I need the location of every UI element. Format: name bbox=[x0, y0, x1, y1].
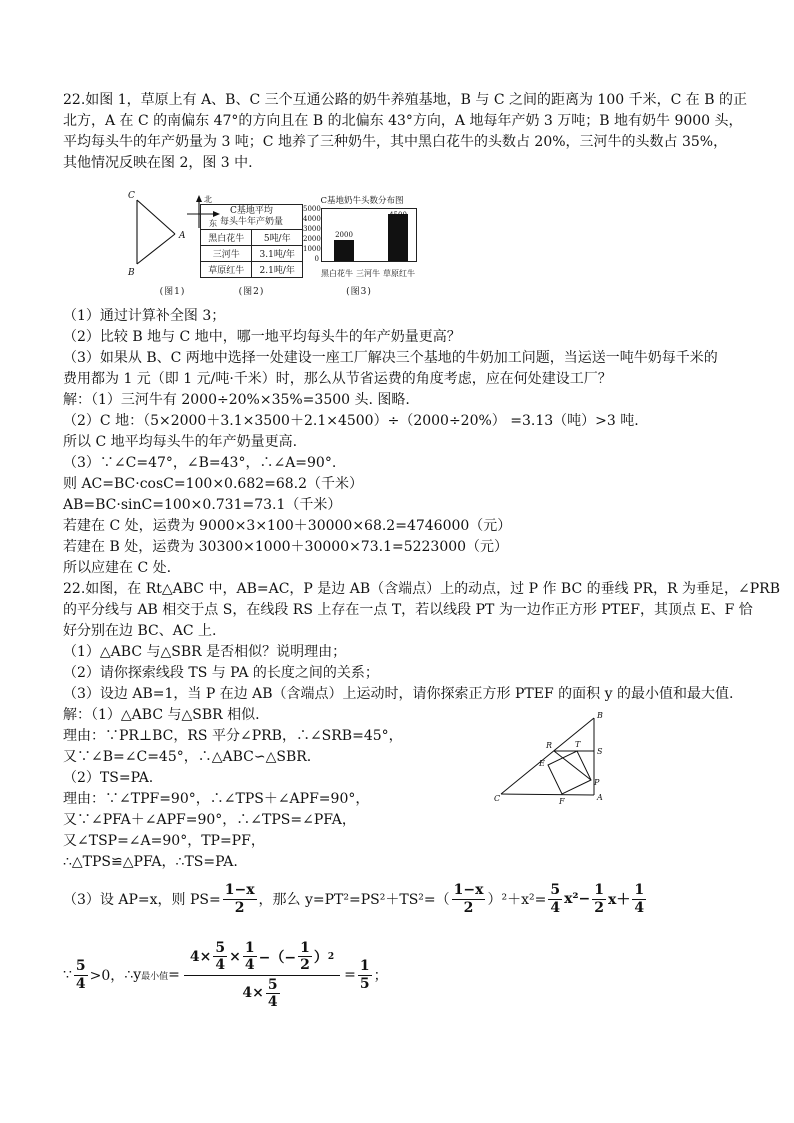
problem2-solution-line: 解：（1）△ABC 与△SBR 相似. bbox=[63, 707, 260, 723]
chart-title: C基地奶牛头数分布图 bbox=[320, 196, 404, 206]
formula-text: ） bbox=[313, 949, 328, 966]
chart-x-axis bbox=[321, 268, 415, 279]
figure3-caption: (图3) bbox=[346, 287, 372, 297]
problem1-statement-line: 22.如图 1，草原上有 A、B、C 三个互通公路的奶牛养殖基地，B 与 C 之间的距离为 100 千米，C 在 B 的正 bbox=[63, 92, 747, 108]
fraction-numerator: 5 bbox=[550, 882, 561, 899]
formula-text: ∵ bbox=[63, 967, 72, 983]
formula-text: ； bbox=[373, 968, 388, 984]
formula-subscript: 最小值 bbox=[141, 971, 169, 982]
chart-plot-row bbox=[303, 205, 421, 266]
fraction bbox=[213, 940, 227, 973]
fraction-denominator: 4 bbox=[75, 975, 86, 992]
square-PTEF bbox=[548, 751, 591, 794]
fraction-denominator: 4 bbox=[244, 957, 255, 974]
point-label-B: B bbox=[597, 711, 603, 720]
table-row bbox=[201, 262, 303, 278]
bar-value-label: 4500 bbox=[389, 211, 407, 220]
figures-row bbox=[63, 174, 739, 306]
bar-caoyuanhong bbox=[388, 214, 408, 261]
compass-north-label: 北 bbox=[204, 195, 212, 204]
fraction-numerator: 1 bbox=[634, 882, 645, 899]
big-fraction-denominator bbox=[184, 975, 340, 1011]
problem1-question-line: （1）通过计算补全图 3； bbox=[63, 308, 226, 324]
fraction-denominator: 4 bbox=[550, 899, 561, 916]
problem2-solution-line: 又∵∠PFA＋∠APF=90°，∴∠TPS=∠PFA， bbox=[63, 812, 356, 828]
x-category: 草原红牛 bbox=[383, 269, 415, 278]
fraction bbox=[223, 882, 257, 915]
table-header-line1: C基地平均 bbox=[230, 206, 273, 216]
formula-text: （3）设 AP=x，则 PS= bbox=[63, 892, 221, 908]
problem2-question-line: （3）设边 AB=1，当 P 在边 AB（含端点）上运动时，请你探索正方形 PTEF 的面积 y 的最小值和最大值. bbox=[63, 686, 734, 702]
formula-text: × bbox=[229, 948, 241, 965]
formula-text: x＋ bbox=[608, 892, 631, 908]
problem1-solution-line: 若建在 B 处，运费为 30300×1000＋30000×73.1=5223000（元） bbox=[63, 539, 509, 555]
fraction bbox=[298, 940, 312, 973]
problem2-solution-line: （2）TS=PA. bbox=[63, 770, 154, 786]
problem1-solution-line: 则 AC=BC·cosC=100×0.682=68.2（千米） bbox=[63, 476, 364, 492]
table-cell-yield: 3.1吨/年 bbox=[252, 246, 303, 262]
problem2-statement-line: 22.如图，在 Rt△ABC 中，AB=AC，P 是边 AB（含端点）上的动点，过 P 作 BC 的垂线 PR，R 为垂足，∠PRB bbox=[63, 581, 780, 597]
fraction-denominator: 4 bbox=[267, 993, 278, 1010]
fraction-denominator: 2 bbox=[223, 899, 257, 916]
point-label-C: C bbox=[128, 191, 135, 201]
figure2-yield-table bbox=[200, 204, 303, 278]
problem2-solution-line: ∴△TPS≌△PFA，∴TS=PA. bbox=[63, 854, 238, 870]
fraction-numerator: 1 bbox=[594, 882, 605, 899]
table-row bbox=[201, 246, 303, 262]
table-cell-breed: 草原红牛 bbox=[201, 262, 252, 278]
formula-text: ）²＋x²= bbox=[487, 892, 547, 908]
figure4-geometry-diagram bbox=[493, 706, 613, 810]
problem2-question-line: （2）请你探索线段 TS 与 PA 的长度之间的关系； bbox=[63, 665, 379, 681]
fraction bbox=[592, 882, 606, 915]
table-row bbox=[201, 230, 303, 246]
x-category: 三河牛 bbox=[356, 269, 380, 278]
formula-text: ∴y bbox=[124, 967, 142, 983]
table-header bbox=[201, 205, 303, 230]
fraction bbox=[358, 958, 372, 991]
point-label-A: A bbox=[597, 793, 603, 802]
problem1-statement-line: 其他情况反映在图 2，图 3 中. bbox=[63, 155, 253, 171]
big-fraction-numerator bbox=[184, 939, 340, 974]
point-label-R: R bbox=[546, 741, 553, 750]
problem1-solution-line: （2）C 地：（5×2000＋3.1×3500＋2.1×4500）÷（2000÷20%） =3.13（吨）>3 吨. bbox=[63, 413, 639, 429]
problem1-solution-line: AB=BC·sinC=100×0.731=73.1（千米） bbox=[63, 497, 342, 513]
problem1-question-line: 费用都为 1 元（即 1 元/吨·千米）时，那么从节省运费的角度考虑，应在何处建设工厂？ bbox=[63, 371, 612, 387]
compass-east-label: 东 bbox=[209, 219, 217, 228]
table-cell-breed: 黑白花牛 bbox=[201, 230, 252, 246]
problem1-solution-line: 若建在 C 处，运费为 9000×3×100＋30000×68.2=4746000（元） bbox=[63, 518, 512, 534]
problem2-statement-line: 的平分线与 AB 相交于点 S，在线段 RS 上存在一点 T，若以线段 PT 为一边作正方形 PTEF，其顶点 E、F 恰 bbox=[63, 602, 753, 618]
problem1-question-line: （2）比较 B 地与 C 地中，哪一地平均每头牛的年产奶量更高？ bbox=[63, 329, 461, 345]
fraction-numerator: 5 bbox=[215, 940, 226, 957]
bar-heibaihua bbox=[334, 240, 354, 261]
point-label-P: P bbox=[594, 778, 600, 787]
problem1-statement-line: 北方，A 在 C 的南偏东 47°的方向且在 B 的北偏东 43°方向，A 地每年产奶 3 万吨；B 地有奶牛 9000 头， bbox=[63, 113, 743, 129]
fraction bbox=[548, 882, 562, 915]
problem1-solution-line: 解：（1）三河牛有 2000÷20%×35%=3500 头. 图略. bbox=[63, 392, 410, 408]
fraction-numerator: 1 bbox=[300, 940, 310, 957]
formula-text: 4× bbox=[189, 948, 212, 965]
y-tick: 5000 bbox=[303, 205, 321, 213]
fraction-denominator: 4 bbox=[634, 899, 645, 916]
formula-minimum bbox=[63, 925, 739, 1025]
fraction-numerator: 5 bbox=[75, 958, 86, 975]
figure2-caption: (图2) bbox=[238, 287, 265, 297]
formula-text: ，那么 y=PT²=PS²＋TS²=（ bbox=[258, 892, 450, 908]
problem2-solution-line: 理由：∵PR⊥BC，RS 平分∠PRB，∴∠SRB=45°， bbox=[63, 728, 403, 744]
fraction-numerator: 1 bbox=[244, 940, 255, 957]
problem1-solution-line: 所以 C 地平均每头牛的年产奶量更高. bbox=[63, 434, 298, 450]
y-tick: 0 bbox=[314, 255, 319, 263]
chart-y-axis bbox=[303, 205, 321, 263]
fraction-numerator: 1−x bbox=[453, 882, 484, 899]
x-category: 黑白花牛 bbox=[321, 269, 353, 278]
problem2-solution-line: 又∵∠B=∠C=45°，∴△ABC∽△SBR. bbox=[63, 749, 312, 765]
formula-text: = bbox=[168, 967, 180, 983]
y-tick: 4000 bbox=[303, 215, 321, 223]
fraction bbox=[632, 882, 646, 915]
compass-north-arrowhead bbox=[196, 195, 202, 202]
fraction bbox=[266, 977, 280, 1010]
problem1-statement-line: 平均每头牛的年产奶量为 3 吨；C 地养了三种奶牛，其中黑白花牛的头数占 20%，三河牛的头数占 35%， bbox=[63, 134, 728, 150]
formula-text: −（− bbox=[258, 949, 297, 966]
y-tick: 1000 bbox=[303, 245, 321, 253]
fraction bbox=[74, 958, 88, 991]
point-label-T: T bbox=[575, 740, 581, 749]
formula-text: x²− bbox=[564, 891, 591, 907]
formula-text: = bbox=[344, 967, 356, 983]
table-cell-yield: 2.1吨/年 bbox=[252, 262, 303, 278]
bar-value-label: 2000 bbox=[335, 231, 353, 240]
point-label-A: A bbox=[179, 231, 186, 241]
document-content bbox=[63, 90, 780, 1025]
point-label-F: F bbox=[559, 797, 565, 806]
formula-superscript: 2 bbox=[327, 951, 335, 962]
problem1-solution-line: （3）∵∠C=47°，∠B=43°，∴∠A=90°. bbox=[63, 455, 337, 471]
point-label-B: B bbox=[128, 268, 135, 278]
problem2-solution-line: 又∠TSP=∠A=90°，TP=PF， bbox=[63, 833, 265, 849]
fraction-denominator: 4 bbox=[215, 957, 226, 974]
figure3-bar-chart bbox=[303, 194, 421, 279]
problem2-question-line: （1）△ABC 与△SBR 是否相似？说明理由； bbox=[63, 644, 347, 660]
fraction-denominator: 2 bbox=[594, 899, 605, 916]
fraction bbox=[452, 882, 486, 915]
table-cell-yield: 5吨/年 bbox=[252, 230, 303, 246]
fraction-numerator: 5 bbox=[267, 976, 278, 993]
y-tick: 3000 bbox=[303, 225, 321, 233]
problem1-question-line: （3）如果从 B、C 两地中选择一处建设一座工厂解决三个基地的牛奶加工问题，当运送一吨牛奶每千米的 bbox=[63, 350, 718, 366]
fraction-denominator: 2 bbox=[300, 957, 310, 974]
fraction-numerator: 1−x bbox=[224, 882, 255, 899]
formula-text: >0， bbox=[89, 968, 125, 984]
figure1-caption: (图1) bbox=[159, 287, 186, 297]
table-cell-breed: 三河牛 bbox=[201, 246, 252, 262]
formula-text: 4× bbox=[242, 985, 264, 1002]
fraction-numerator: 1 bbox=[359, 958, 370, 975]
table-header-line2: 每头牛年产奶量 bbox=[219, 217, 283, 227]
point-label-E: E bbox=[539, 759, 545, 768]
chart-plot-area bbox=[321, 208, 417, 262]
problem1-solution-line: 所以应建在 C 处. bbox=[63, 560, 172, 576]
formula-part3 bbox=[63, 873, 739, 925]
problem2-statement-line: 好分别在边 BC、AC 上. bbox=[63, 623, 217, 639]
fraction-denominator: 5 bbox=[359, 975, 370, 992]
y-tick: 2000 bbox=[303, 235, 321, 243]
fraction bbox=[243, 940, 257, 973]
fraction-denominator: 2 bbox=[452, 899, 486, 916]
point-label-S: S bbox=[597, 747, 603, 756]
problem2-solution-line: 理由：∵∠TPF=90°，∴∠TPS＋∠APF=90°， bbox=[63, 791, 370, 807]
big-fraction bbox=[184, 939, 340, 1010]
point-label-C: C bbox=[494, 794, 501, 803]
